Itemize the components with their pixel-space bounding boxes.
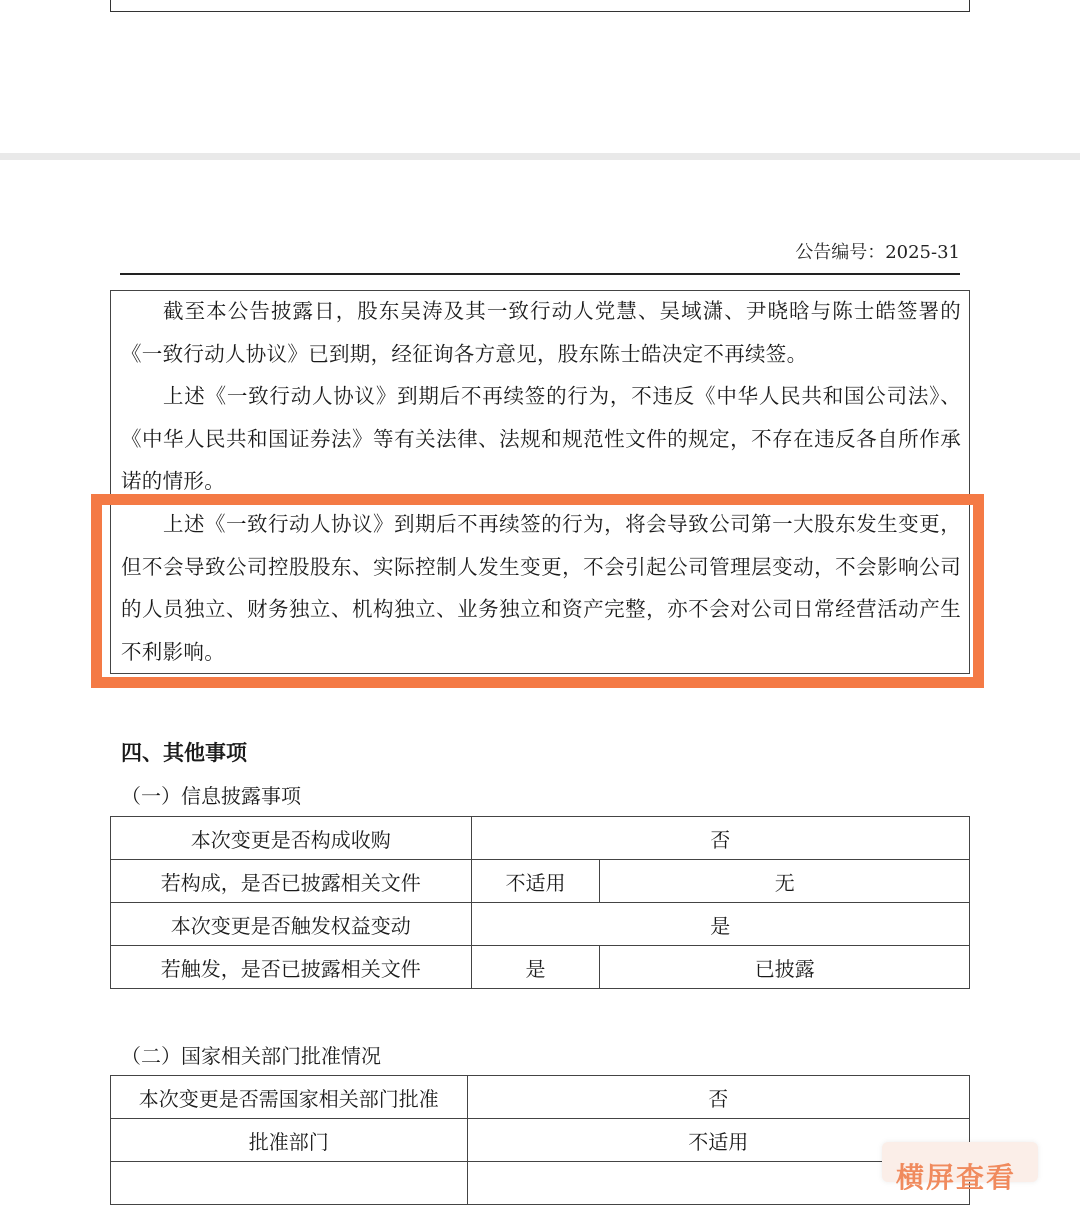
table-cell-label: 本次变更是否构成收购: [111, 817, 472, 860]
header-rule: [120, 273, 960, 275]
paragraph-1: 截至本公告披露日，股东吴涛及其一致行动人党慧、吴域潇、尹晓晗与陈士皓签署的《一致行动人协议》已到期，经征询各方意见，股东陈士皓决定不再续签。: [121, 299, 961, 366]
paragraph-2: 上述《一致行动人协议》到期后不再续签的行为，不违反《中华人民共和国公司法》、《中华人民共和国证券法》等有关法律、法规和规范性文件的规定，不存在违反各自所作承诺的情形。: [121, 384, 961, 494]
table-row: [111, 860, 970, 903]
table-row: [111, 1119, 970, 1162]
table-row: [111, 1162, 970, 1205]
table-cell-value: 否: [471, 817, 969, 860]
table-cell-detail: 已披露: [600, 946, 970, 989]
table-cell-value: 否: [467, 1076, 969, 1119]
subsection-title-approval: （二）国家相关部门批准情况: [121, 1044, 381, 1068]
landscape-view-button[interactable]: [882, 1142, 1038, 1194]
subsection-title-disclosure: （一）信息披露事项: [121, 784, 301, 808]
table-cell-value: 不适用: [467, 1119, 969, 1162]
table-cell-label: [111, 1162, 468, 1205]
table-cell-label: 本次变更是否需国家相关部门批准: [111, 1076, 468, 1119]
table-row: [111, 817, 970, 860]
table-cell-value: 是: [471, 946, 600, 989]
table-row: [111, 903, 970, 946]
disclosure-table: [110, 816, 970, 989]
table-row: [111, 1076, 970, 1119]
table-cell-label: 若触发，是否已披露相关文件: [111, 946, 472, 989]
table-cell-detail: 无: [600, 860, 970, 903]
table-row: [111, 946, 970, 989]
table-cell-label: 本次变更是否触发权益变动: [111, 903, 472, 946]
table-cell-label: 批准部门: [111, 1119, 468, 1162]
paragraph-3-highlighted: 上述《一致行动人协议》到期后不再续签的行为，将会导致公司第一大股东发生变更，但不会导致公司控股股东、实际控制人发生变更，不会引起公司管理层变动，不会影响公司的人员独立、财务独立、机构独立、业务独立和资产完整，亦不会对公司日常经营活动产生不利影响。: [121, 512, 961, 665]
table-cell-value: 是: [471, 903, 969, 946]
previous-page-table-edge: [110, 0, 970, 12]
table-cell-label: 若构成，是否已披露相关文件: [111, 860, 472, 903]
highlight-frame: [91, 494, 984, 688]
landscape-view-label: 横屏查看: [896, 1161, 1017, 1194]
announcement-number: 公告编号：2025-31: [795, 242, 960, 263]
page-divider: [0, 153, 1080, 160]
approval-table: [110, 1075, 970, 1205]
table-cell-value: 不适用: [471, 860, 600, 903]
section-title: 四、其他事项: [121, 741, 247, 765]
